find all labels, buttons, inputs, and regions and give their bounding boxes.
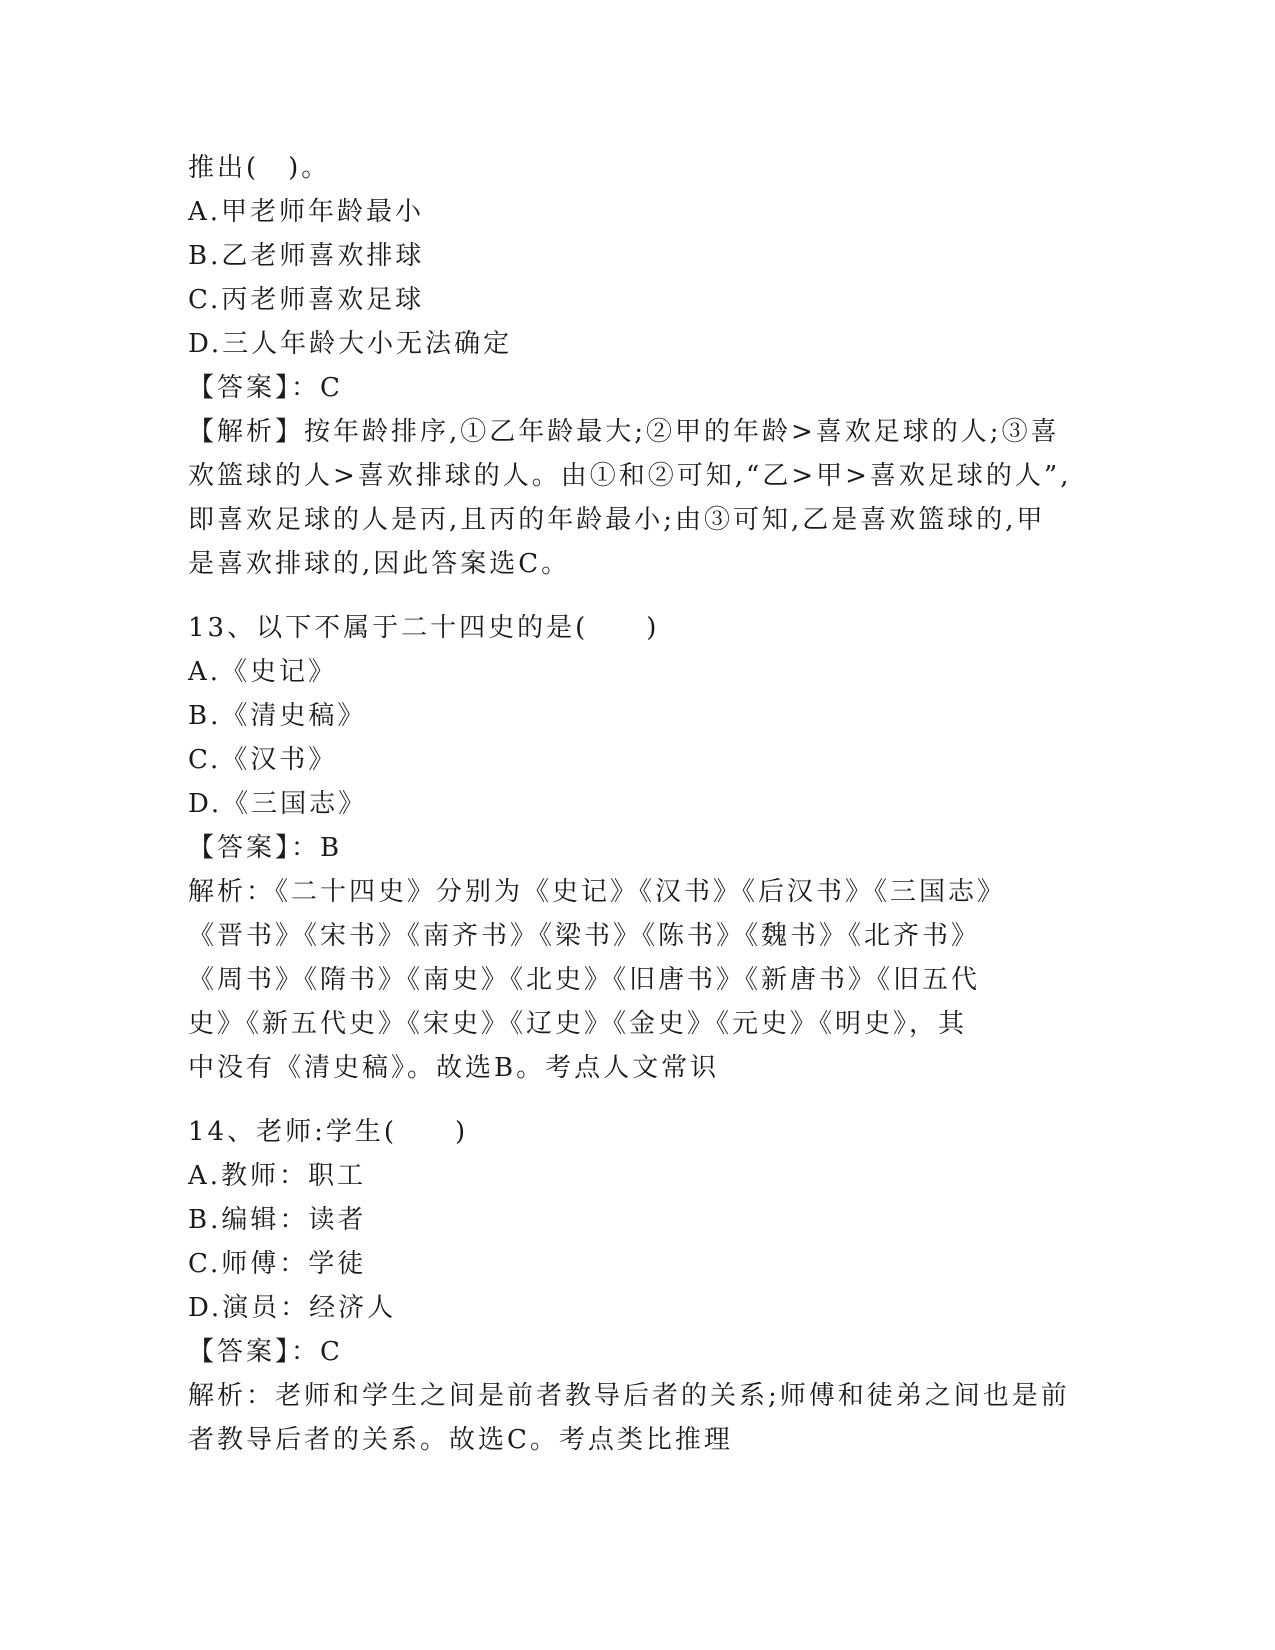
analysis-line: 者教导后者的关系。故选C。考点类比推理 <box>188 1425 733 1455</box>
spacer <box>188 586 1088 606</box>
analysis-line: 解析：老师和学生之间是前者教导后者的关系;师傅和徒弟之间也是前 <box>188 1381 1070 1411</box>
analysis-line: 史》《新五代史》《宋史》《辽史》《金史》《元史》《明史》，其 <box>188 1009 968 1039</box>
option-c: C.《汉书》 <box>188 745 338 775</box>
analysis-line: 中没有《清史稿》。故选B。考点人文常识 <box>188 1053 720 1083</box>
analysis-line: 《周书》《隋书》《南史》《北史》《旧唐书》《新唐书》《旧五代 <box>188 965 981 995</box>
option-b: B.《清史稿》 <box>188 701 367 731</box>
previous-question-block <box>188 146 1088 586</box>
answer-line: 【答案】：C <box>188 1337 343 1367</box>
analysis-line: 欢篮球的人>喜欢排球的人。由①和②可知,“乙>甲>喜欢足球的人”, <box>188 461 1072 491</box>
option-c: C.丙老师喜欢足球 <box>188 285 425 315</box>
question-stem: 14、老师:学生( ) <box>188 1117 469 1147</box>
option-b: B.编辑：读者 <box>188 1205 367 1235</box>
analysis-line: 即喜欢足球的人是丙,且丙的年龄最小;由③可知,乙是喜欢篮球的,甲 <box>188 505 1046 535</box>
option-a: A.《史记》 <box>188 657 338 687</box>
option-d: D.演员：经济人 <box>188 1293 397 1323</box>
option-b: B.乙老师喜欢排球 <box>188 241 425 271</box>
question-13-block <box>188 606 1088 1090</box>
option-c: C.师傅：学徒 <box>188 1249 367 1279</box>
spacer <box>188 1090 1088 1110</box>
analysis-line: 是喜欢排球的,因此答案选C。 <box>188 549 571 579</box>
analysis-line: 解析：《二十四史》分别为《史记》《汉书》《后汉书》《三国志》 <box>188 877 1007 907</box>
option-d: D.三人年龄大小无法确定 <box>188 329 513 359</box>
question-stem-tail: 推出( )。 <box>188 153 331 183</box>
analysis-line: 【解析】按年龄排序,①乙年龄最大;②甲的年龄>喜欢足球的人;③喜 <box>188 417 1060 447</box>
option-a: A.甲老师年龄最小 <box>188 197 425 227</box>
option-a: A.教师：职工 <box>188 1161 367 1191</box>
answer-line: 【答案】：C <box>188 373 343 403</box>
question-14-block <box>188 1110 1088 1462</box>
answer-line: 【答案】：B <box>188 833 343 863</box>
document-page <box>188 146 1088 1462</box>
analysis-line: 《晋书》《宋书》《南齐书》《梁书》《陈书》《魏书》《北齐书》 <box>188 921 981 951</box>
option-d: D.《三国志》 <box>188 789 368 819</box>
question-stem: 13、以下不属于二十四史的是( ) <box>188 613 660 643</box>
